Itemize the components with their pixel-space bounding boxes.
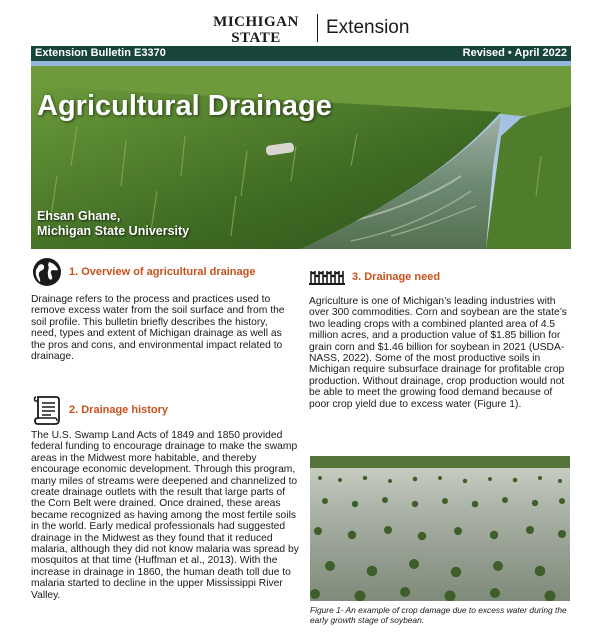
- extension-wordmark: Extension: [326, 17, 410, 38]
- section-3-title: 3. Drainage need: [352, 271, 441, 283]
- section-3-body: [309, 296, 571, 410]
- document-title: Agricultural Drainage: [37, 90, 332, 122]
- author-affiliation: Michigan State University: [37, 224, 190, 238]
- section-1-heading: [31, 256, 255, 288]
- logo-divider: [317, 14, 318, 42]
- figure-1-photo: [310, 456, 570, 601]
- flooded-soybean-field-image: [310, 456, 570, 601]
- section-1-text: Drainage refers to the process and practices used to remove excess water from the soil surface and from the soil profile. This bulletin briefly describes the history, need, types and extent of Michigan drainage as well as the pros and cons, and environmental impact related to drainage.: [31, 294, 285, 363]
- figure-1-caption: Figure 1- An example of crop damage due to excess water during the early growth stage of soybean.: [310, 605, 567, 625]
- section-2-text: The U.S. Swamp Land Acts of 1849 and 1850 provided federal funding to encourage drainage to make the swamp areas in the Midwest more habitable, and thereby encourage economic development. Through this program, many miles of streams were deepened and channelized to create drainage outlets with the result that large parts of the Corn Belt were drained. Once drained, these areas became recognized as having among the most fertile soils in the world. Early medical professionals had suggested drainage in the Midwest as they found that it reduced malaria, although they did not know malaria was spread by mosquitos at that time (Huffman et al., 2013). With the increase in drainage in 1860, the human death toll due to malaria started to decline in the upper Mississippi River Valley.: [31, 430, 299, 601]
- university-name-line1: MICHIGAN STATE: [213, 14, 299, 46]
- msu-extension-logo: [0, 14, 600, 44]
- scroll-icon: [31, 393, 63, 427]
- section-2-body: [31, 430, 299, 601]
- author-name: Ehsan Ghane,: [37, 209, 121, 223]
- section-2-title: 2. Drainage history: [69, 404, 169, 416]
- section-3-heading: [308, 268, 440, 286]
- section-2-heading: [31, 393, 168, 427]
- crop-field-icon: [308, 268, 346, 286]
- section-1-title: 1. Overview of agricultural drainage: [69, 266, 256, 278]
- author-block: [37, 209, 189, 239]
- section-3-text: Agriculture is one of Michigan’s leading industries with over 300 commodities. Corn and soybean are the state’s two leading crops with a combined planted area of 4.5 million acres, and a production value of $1.85 billion for grain corn and $1.46 billion for soybean in 2021 (USDA-NASS, 2022). Some of the most productive soils in Michigan require subsurface drainage for profitable crop production. Without drainage, crop production would not be able to meet the growing food demand because of poor crop yield due to excess water (Figure 1).: [309, 296, 567, 410]
- bulletin-bar: [31, 46, 571, 61]
- hero-banner: [31, 46, 571, 249]
- revised-date: Revised • April 2022: [462, 47, 567, 59]
- globe-icon: [31, 256, 63, 288]
- bulletin-number: Extension Bulletin E3370: [35, 47, 166, 59]
- section-1-body: [31, 294, 296, 362]
